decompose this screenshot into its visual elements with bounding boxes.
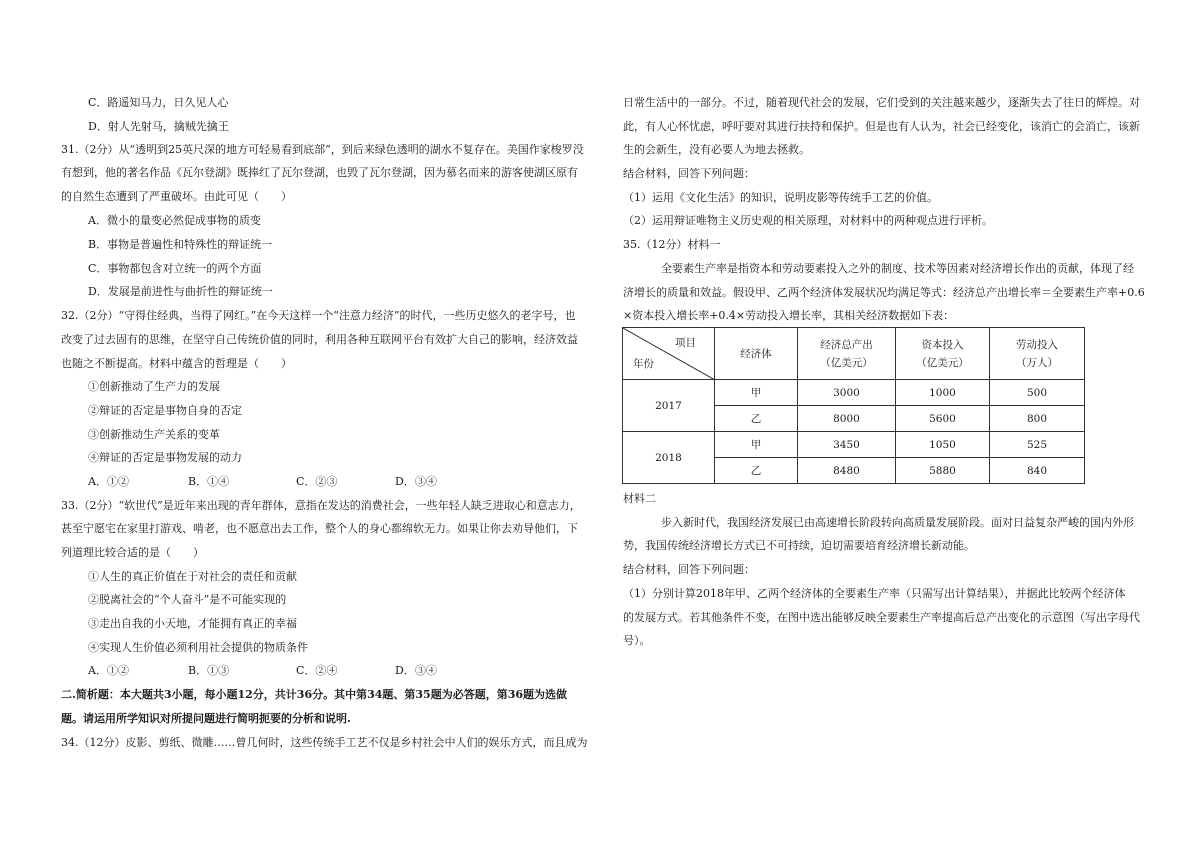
q33-stem-line2: 甚至宁愿宅在家里打游戏、啃老，也不愿意出去工作，整个人的身心都绵软无力。如果让你去劝导他们，下 (61, 522, 578, 535)
capital-cell: 5600 (896, 406, 990, 432)
q35-material1-line2: 济增长的质量和效益。假设甲、乙两个经济体发展状况均满足等式：经济总产出增长率＝全要素生产率+0.6 (623, 286, 1145, 299)
output-cell: 8000 (798, 406, 896, 432)
output-cell: 3000 (798, 380, 896, 406)
q33-option-a: A．①② (88, 664, 129, 677)
q34-prompt: 结合材料，回答下列问题： (623, 167, 755, 180)
capital-cell: 1000 (896, 380, 990, 406)
col-header-output-label: 经济总产出 (820, 338, 873, 351)
q34-stem-line3: 此，有人心怀忧虑，呼吁要对其进行扶持和保护。但是也有人认为，社会已经变化，该消亡的会消亡，该新 (623, 120, 1140, 133)
entity-cell: 甲 (715, 380, 798, 406)
entity-cell: 乙 (715, 406, 798, 432)
q32-stem-line2: 改变了过去固有的思维，在坚守自己传统价值的同时，利用各种互联网平台有效扩大自己的影响，经济效益 (61, 333, 578, 346)
q35-material1-line1: 全要素生产率是指资本和劳动要素投入之外的制度、技术等因素对经济增长作出的贡献，体现了经 (661, 262, 1134, 275)
section-2-line2: 题。请运用所学知识对所提问题进行简明扼要的分析和说明. (61, 712, 351, 725)
q35-part-1-line2: 的发展方式。若其他条件不变，在图中选出能够反映全要素生产率提高后总产出变化的示意图（写出字母代 (623, 611, 1140, 624)
col-header-labor-unit: （万人） (1016, 356, 1058, 369)
q33-option-d: D．③④ (395, 664, 437, 677)
q32-stem-line3: 也随之不断提高。材料中蕴含的哲理是（ ） (61, 357, 292, 370)
labor-cell: 800 (990, 406, 1085, 432)
table-diagonal-header-cell (623, 328, 715, 380)
prev-option-c: C．路遥知马力，日久见人心 (88, 96, 229, 109)
q32-statement-1: ①创新推动了生产力的发展 (88, 380, 220, 393)
col-header-output (798, 328, 896, 380)
q33-option-b: B．①③ (188, 664, 230, 677)
q34-stem-line2: 日常生活中的一部分。不过，随着现代社会的发展，它们受到的关注越来越少，逐渐失去了往日的辉煌。对 (623, 96, 1140, 109)
diag-label-item: 项目 (675, 337, 696, 349)
q35-material1-line3: ×资本投入增长率+0.4×劳动投入增长率，其相关经济数据如下表： (623, 309, 955, 322)
table-row (623, 380, 1085, 406)
output-cell: 3450 (798, 432, 896, 458)
col-header-entity (715, 328, 798, 380)
labor-cell: 500 (990, 380, 1085, 406)
q35-prompt: 结合材料，回答下列问题： (623, 563, 755, 576)
prev-option-d: D．射人先射马，擒贼先擒王 (88, 120, 229, 133)
col-header-entity-label: 经济体 (740, 347, 772, 360)
q31-option-a: A．微小的量变必然促成事物的质变 (88, 214, 261, 227)
q32-stem-line1: 32.（2分）“守得住经典，当得了网红。”在今天这样一个“注意力经济”的时代，一些历史悠久的老字号，也 (61, 309, 576, 322)
year-cell: 2017 (623, 380, 715, 432)
labor-cell: 525 (990, 432, 1085, 458)
section-2-line1: 二.简析题：本大题共3小题，每小题12分，共计36分。其中第34题、第35题为必答题，第36题为选做 (61, 688, 568, 701)
q31-stem-line3: 的自然生态遭到了严重破坏。由此可见（ ） (61, 190, 292, 203)
q34-part-1: （1）运用《文化生活》的知识，说明皮影等传统手工艺的价值。 (623, 191, 938, 204)
q32-option-d: D．③④ (395, 475, 437, 488)
capital-cell: 5880 (896, 458, 990, 484)
table-header-row (623, 328, 1085, 380)
q32-statement-3: ③创新推动生产关系的变革 (88, 428, 220, 441)
col-header-capital-unit: （亿美元） (916, 356, 969, 369)
q32-option-b: B．①④ (188, 475, 230, 488)
q32-statement-2: ②辩证的否定是事物自身的否定 (88, 404, 242, 417)
q33-statement-1: ①人生的真正价值在于对社会的责任和贡献 (88, 570, 297, 583)
output-cell: 8480 (798, 458, 896, 484)
q35-material2-title: 材料二 (623, 492, 656, 505)
q31-option-b: B．事物是普遍性和特殊性的辩证统一 (88, 238, 273, 251)
q32-option-c: C．②③ (296, 475, 338, 488)
q33-stem-line3: 列道理比较合适的是（ ） (61, 546, 204, 559)
capital-cell: 1050 (896, 432, 990, 458)
col-header-capital (896, 328, 990, 380)
labor-cell: 840 (990, 458, 1085, 484)
q31-stem-line1: 31.（2分）从“透明到25英尺深的地方可轻易看到底部”，到后来绿色透明的湖水不复存在。美国作家梭罗没 (61, 143, 584, 156)
col-header-output-unit: （亿美元） (820, 356, 873, 369)
q34-stem-line4: 生的会新生，没有必要人为地去拯救。 (623, 143, 810, 156)
q31-stem-line2: 有想到，他的著名作品《瓦尔登湖》既捧红了瓦尔登湖，也毁了瓦尔登湖，因为慕名而来的游客使湖区原有 (61, 166, 578, 179)
q33-statement-2: ②脱离社会的“个人奋斗”是不可能实现的 (88, 593, 287, 606)
q32-statement-4: ④辩证的否定是事物发展的动力 (88, 451, 242, 464)
q31-option-d: D．发展是前进性与曲折性的辩证统一 (88, 285, 273, 298)
entity-cell: 乙 (715, 458, 798, 484)
q33-stem-line1: 33.（2分）“软世代”是近年来出现的青年群体，意指在发达的消费社会，一些年轻人缺乏进取心和意志力， (61, 499, 581, 512)
q34-stem-line1: 34.（12分）皮影、剪纸、微雕……曾几何时，这些传统手工艺不仅是乡村社会中人们的娱乐方式，而且成为 (61, 736, 588, 749)
q35-material2-line2: 势，我国传统经济增长方式已不可持续，迫切需要培育经济增长新动能。 (623, 539, 975, 552)
q34-part-2: （2）运用辩证唯物主义历史观的相关原理，对材料中的两种观点进行评析。 (623, 214, 993, 227)
col-header-capital-label: 资本投入 (921, 338, 964, 351)
q35-heading: 35.（12分）材料一 (623, 238, 721, 251)
q35-part-1-line3: 号）。 (623, 634, 651, 647)
q35-material2-line1: 步入新时代，我国经济发展已由高速增长阶段转向高质量发展阶段。面对日益复杂严峻的国内外形 (661, 516, 1134, 529)
q33-statement-4: ④实现人生价值必须利用社会提供的物质条件 (88, 641, 308, 654)
year-cell: 2018 (623, 432, 715, 484)
q35-part-1-line1: （1）分别计算2018年甲、乙两个经济体的全要素生产率（只需写出计算结果），并据此比较两个经济体 (623, 587, 1126, 600)
q33-option-c: C．②④ (296, 664, 338, 677)
col-header-labor (990, 328, 1085, 380)
economy-data-table (622, 327, 1085, 484)
q32-option-a: A．①② (88, 475, 129, 488)
q33-statement-3: ③走出自我的小天地，才能拥有真正的幸福 (88, 617, 297, 630)
col-header-labor-label: 劳动投入 (1016, 338, 1058, 351)
entity-cell: 甲 (715, 432, 798, 458)
diag-label-year: 年份 (633, 358, 654, 370)
table-row (623, 432, 1085, 458)
q31-option-c: C．事物都包含对立统一的两个方面 (88, 262, 262, 275)
